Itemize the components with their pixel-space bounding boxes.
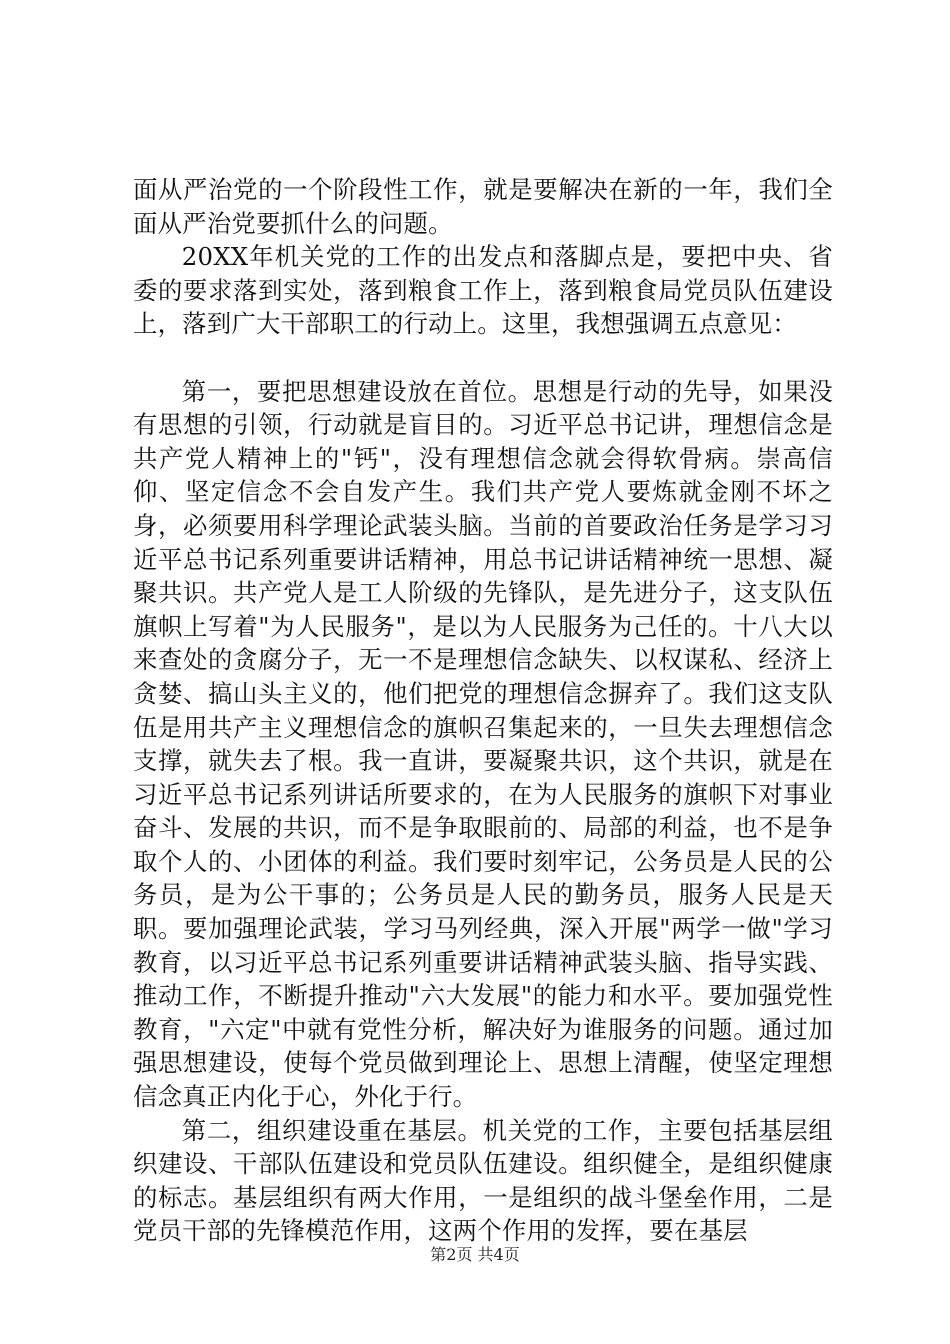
paragraph-continued: 面从严治党的一个阶段性工作，就是要解决在新的一年，我们全面从严治党要抓什么的问题。 <box>133 175 833 238</box>
paragraph-work-focus: 20XX年机关党的工作的出发点和落脚点是，要把中央、省委的要求落到实处，落到粮食工作上，落到粮食局党员队伍建设上，落到广大干部职工的行动上。这里，我想强调五点意见： <box>133 242 833 339</box>
document-body <box>133 173 833 1248</box>
page-footer: 第2页 共4页 <box>430 1245 520 1264</box>
paragraph-point-two: 第二，组织建设重在基层。机关党的工作，主要包括基层组织建设、干部队伍建设和党员队伍建设。组织健全，是组织健康的标志。基层组织有两大作用，一是组织的战斗堡垒作用，二是党员干部的先锋模范作用，这两个作用的发挥，要在基层 <box>133 1115 833 1246</box>
paragraph-point-one: 第一，要把思想建设放在首位。思想是行动的先导，如果没有思想的引领，行动就是盲目的。习近平总书记讲，理想信念是共产党人精神上的"钙"，没有理想信念就会得软骨病。崇高信仰、坚定信念不会自发产生。我们共产党人要炼就金刚不坏之身，必须要用科学理论武装头脑。当前的首要政治任务是学习习近平总书记系列重要讲话精神，用总书记讲话精神统一思想、凝聚共识。共产党人是工人阶级的先锋队，是先进分子，这支队伍旗帜上写着"为人民服务"，是以为人民服务为己任的。十八大以来查处的贪腐分子，无一不是理想信念缺失、以权谋私、经济上贪婪、搞山头主义的，他们把党的理想信念摒弃了。我们这支队伍是用共产主义理想信念的旗帜召集起来的，一旦失去理想信念支撑，就失去了根。我一直讲，要凝聚共识，这个共识，就是在习近平总书记系列讲话所要求的，在为人民服务的旗帜下对事业奋斗、发展的共识，而不是争取眼前的、局部的利益，也不是争取个人的、小团体的利益。我们要时刻牢记，公务员是人民的公务员，是为公干事的；公务员是人民的勤务员，服务人民是天职。要加强理论武装，学习马列经典，深入开展"两学一做"学习教育，以习近平总书记系列重要讲话精神武装头脑、指导实践、推动工作，不断提升推动"六大发展"的能力和水平。要加强党性教育，"六定"中就有党性分析，解决好为谁服务的问题。通过加强思想建设，使每个党员做到理论上、思想上清醒，使坚定理想信念真正内化于心，外化于行。 <box>133 376 833 1112</box>
